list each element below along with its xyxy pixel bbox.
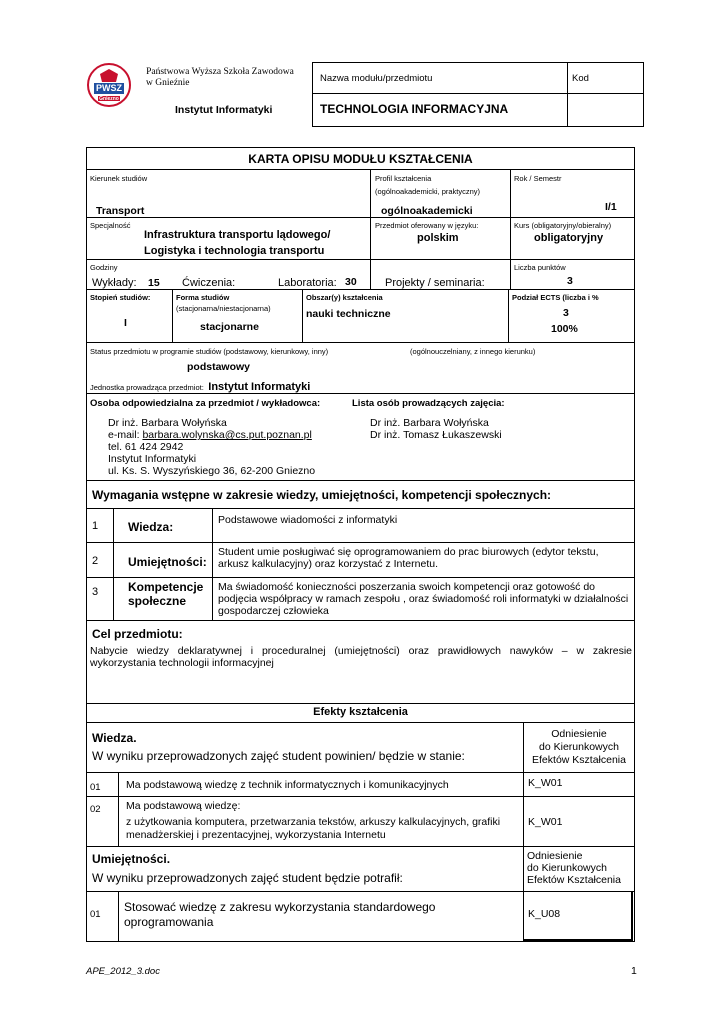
odniesienie-line: do Kierunkowych [527, 862, 607, 874]
odniesienie-header-2 [527, 850, 633, 886]
osoba-contact [108, 417, 315, 477]
code-label: Kod [572, 73, 589, 84]
school-line1: Państwowa Wyższa Szkoła Zawodowa [146, 67, 294, 77]
osoba-line: ul. Ks. S. Wyszyńskiego 36, 62-200 Gniezno [108, 465, 316, 477]
godziny-label: Godziny [90, 263, 118, 272]
status-label: Status przedmiotu w programie studiów (podstawowy, kierunkowy, inny) [90, 347, 329, 356]
umiejetnosci-title: Umiejętności. [92, 852, 171, 866]
odniesienie-line: Odniesienie [551, 728, 607, 740]
lista-osob [370, 417, 502, 441]
wyklady-value: 15 [148, 277, 160, 289]
rok-value: I/1 [605, 201, 617, 213]
umiejetnosci-intro: W wyniku przeprowadzonych zajęć student będzie potrafił: [92, 871, 403, 885]
status-label-2: (ogólnouczelniany, z innego kierunku) [410, 347, 536, 356]
kurs-value: obligatoryjny [534, 232, 604, 244]
profil-value: ogólnoakademicki [381, 205, 473, 217]
punkty-label: Liczba punktów [514, 263, 566, 272]
school-line2: w Gnieźnie [146, 78, 190, 88]
wymagania-num: 1 [92, 520, 99, 532]
lista-line: Dr inż. Tomasz Łukaszewski [370, 429, 502, 441]
osoba-line: Instytut Informatyki [108, 453, 197, 465]
module-label: Nazwa modułu/przedmiotu [320, 73, 433, 84]
wymagania-label: Kompetencje społeczne [128, 580, 204, 608]
odniesienie-line: Odniesienie [527, 850, 583, 862]
efekt-num: 02 [90, 804, 101, 815]
efekt-ref: K_W01 [528, 777, 563, 789]
efekt-text: Ma podstawową wiedzę z technik informatycznych i komunikacyjnych [126, 779, 449, 791]
stopien-value: I [124, 317, 127, 329]
specjalnosc-value-1: Infrastruktura transportu lądowego/ [144, 229, 331, 241]
school-name [140, 67, 300, 89]
odniesienie-line: Efektów Kształcenia [527, 874, 621, 886]
email-link[interactable]: barbara.wolynska@cs.put.poznan.pl [142, 429, 312, 441]
osoba-email[interactable]: e-mail: barbara.wolynska@cs.put.poznan.pl [108, 429, 312, 441]
osoba-line [108, 429, 315, 441]
efekt-num: 01 [90, 782, 101, 793]
profil-sublabel: (ogólnoakademicki, praktyczny) [375, 187, 481, 196]
logo-text: PWSZ [96, 83, 122, 93]
odniesienie-line: do Kierunkowych [539, 741, 619, 753]
osoba-line: Dr inż. Barbara Wołyńska [108, 417, 227, 429]
cel-text: Nabycie wiedzy deklaratywnej i proceduralnej (umiejętności) oraz prawidłowych nawyków – w zakresie wykorzystania technologii informacyjnej [90, 645, 632, 669]
wymagania-label: Wiedza: [128, 520, 174, 534]
stopien-label: Stopień studiów: [90, 293, 151, 302]
osoba-line: tel. 61 424 2942 [108, 441, 184, 453]
laboratoria-value: 30 [345, 276, 357, 288]
jednostka-label: Jednostka prowadząca przedmiot: [90, 383, 204, 392]
osoba-label: Osoba odpowiedzialna za przedmiot / wykładowca: [90, 398, 321, 409]
card-title: KARTA OPISU MODUŁU KSZTAŁCENIA [248, 152, 473, 166]
laboratoria-label: Laboratoria: [278, 277, 337, 289]
cel-title: Cel przedmiotu: [92, 627, 183, 641]
ects-percent: 100% [551, 323, 578, 335]
forma-label: Forma studiów [176, 293, 230, 302]
wymagania-num: 3 [92, 586, 99, 598]
rok-label: Rok / Semestr [514, 174, 562, 183]
punkty-value: 3 [567, 275, 573, 287]
wiedza-title: Wiedza. [92, 731, 137, 745]
status-value: podstawowy [187, 361, 251, 373]
kierunek-label: Kierunek studiów [90, 174, 148, 183]
wymagania-text: Ma świadomość konieczności poszerzania swoich kompetencji oraz gotowość do podjęcia współpracy w ramach zespołu , oraz świadomość roli informatyki w działalności gospodarczej człowieka [218, 581, 629, 617]
ects-value: 3 [563, 307, 569, 319]
kurs-label: Kurs (obligatoryjny/obieralny) [514, 221, 612, 230]
forma-value: stacjonarne [200, 321, 259, 333]
jednostka-value: Instytut Informatyki [208, 381, 311, 393]
efekt-ref: K_W01 [528, 816, 563, 828]
page-number: 1 [631, 965, 637, 977]
lista-label: Lista osób prowadzących zajęcia: [352, 398, 505, 409]
wymagania-text: Student umie posługiwać się oprogramowaniem do prac biurowych (edytor tekstu, arkusz kalkulacyjny) oraz korzystać z Internetu. [218, 546, 599, 570]
specjalnosc-value-2: Logistyka i technologia transportu [144, 245, 325, 257]
ref-cell-shadow [523, 891, 633, 941]
wymagania-text: Podstawowe wiadomości z informatyki [218, 514, 398, 526]
logo-subtext: Gniezno [99, 96, 119, 102]
projekty-label: Projekty / seminaria: [385, 277, 485, 289]
wiedza-intro: W wyniku przeprowadzonych zajęć student powinien/ będzie w stanie: [92, 749, 465, 763]
jezyk-label: Przedmiot oferowany w języku: [375, 221, 479, 230]
module-header-box [312, 62, 644, 127]
efekt-text: Stosować wiedzę z zakresu wykorzystania standardowego oprogramowania [124, 900, 436, 929]
kierunek-value: Transport [96, 205, 145, 217]
ects-label: Podział ECTS (liczba i % [512, 293, 599, 302]
footer-filename: APE_2012_3.doc [86, 966, 160, 977]
odniesienie-header [523, 728, 635, 767]
cwiczenia-label: Ćwiczenia: [182, 277, 236, 289]
obszar-value: nauki techniczne [306, 308, 391, 320]
jezyk-value: polskim [417, 232, 459, 244]
efekt-text: Ma podstawową wiedzę: [126, 800, 241, 812]
institute-name: Instytut Informatyki [175, 104, 273, 116]
forma-sublabel: (stacjonarna/niestacjonarna) [176, 304, 271, 313]
lista-line: Dr inż. Barbara Wołyńska [370, 417, 489, 429]
obszar-label: Obszar(y) kształcenia [306, 293, 383, 302]
wymagania-num: 2 [92, 555, 99, 567]
efekt-text-detail: z użytkowania komputera, przetwarzania tekstów, arkuszy kalkulacyjnych, grafiki menadżerskiej i prezentacyjnej, wykorzystania Internetu [126, 816, 501, 841]
module-name: TECHNOLOGIA INFORMACYJNA [320, 102, 509, 116]
wymagania-label: Umiejętności: [128, 555, 207, 569]
efekt-ref: K_U08 [528, 908, 561, 920]
efekt-num: 01 [90, 909, 101, 920]
profil-label: Profil kształcenia [375, 174, 432, 183]
specjalnosc-label: Specjalność [90, 221, 131, 230]
odniesienie-line: Efektów Kształcenia [532, 754, 626, 766]
logo [86, 62, 132, 108]
wyklady-label: Wykłady: [92, 277, 137, 289]
wymagania-title: Wymagania wstępne w zakresie wiedzy, umiejętności, kompetencji społecznych: [92, 488, 552, 502]
efekty-title: Efekty kształcenia [313, 706, 408, 718]
